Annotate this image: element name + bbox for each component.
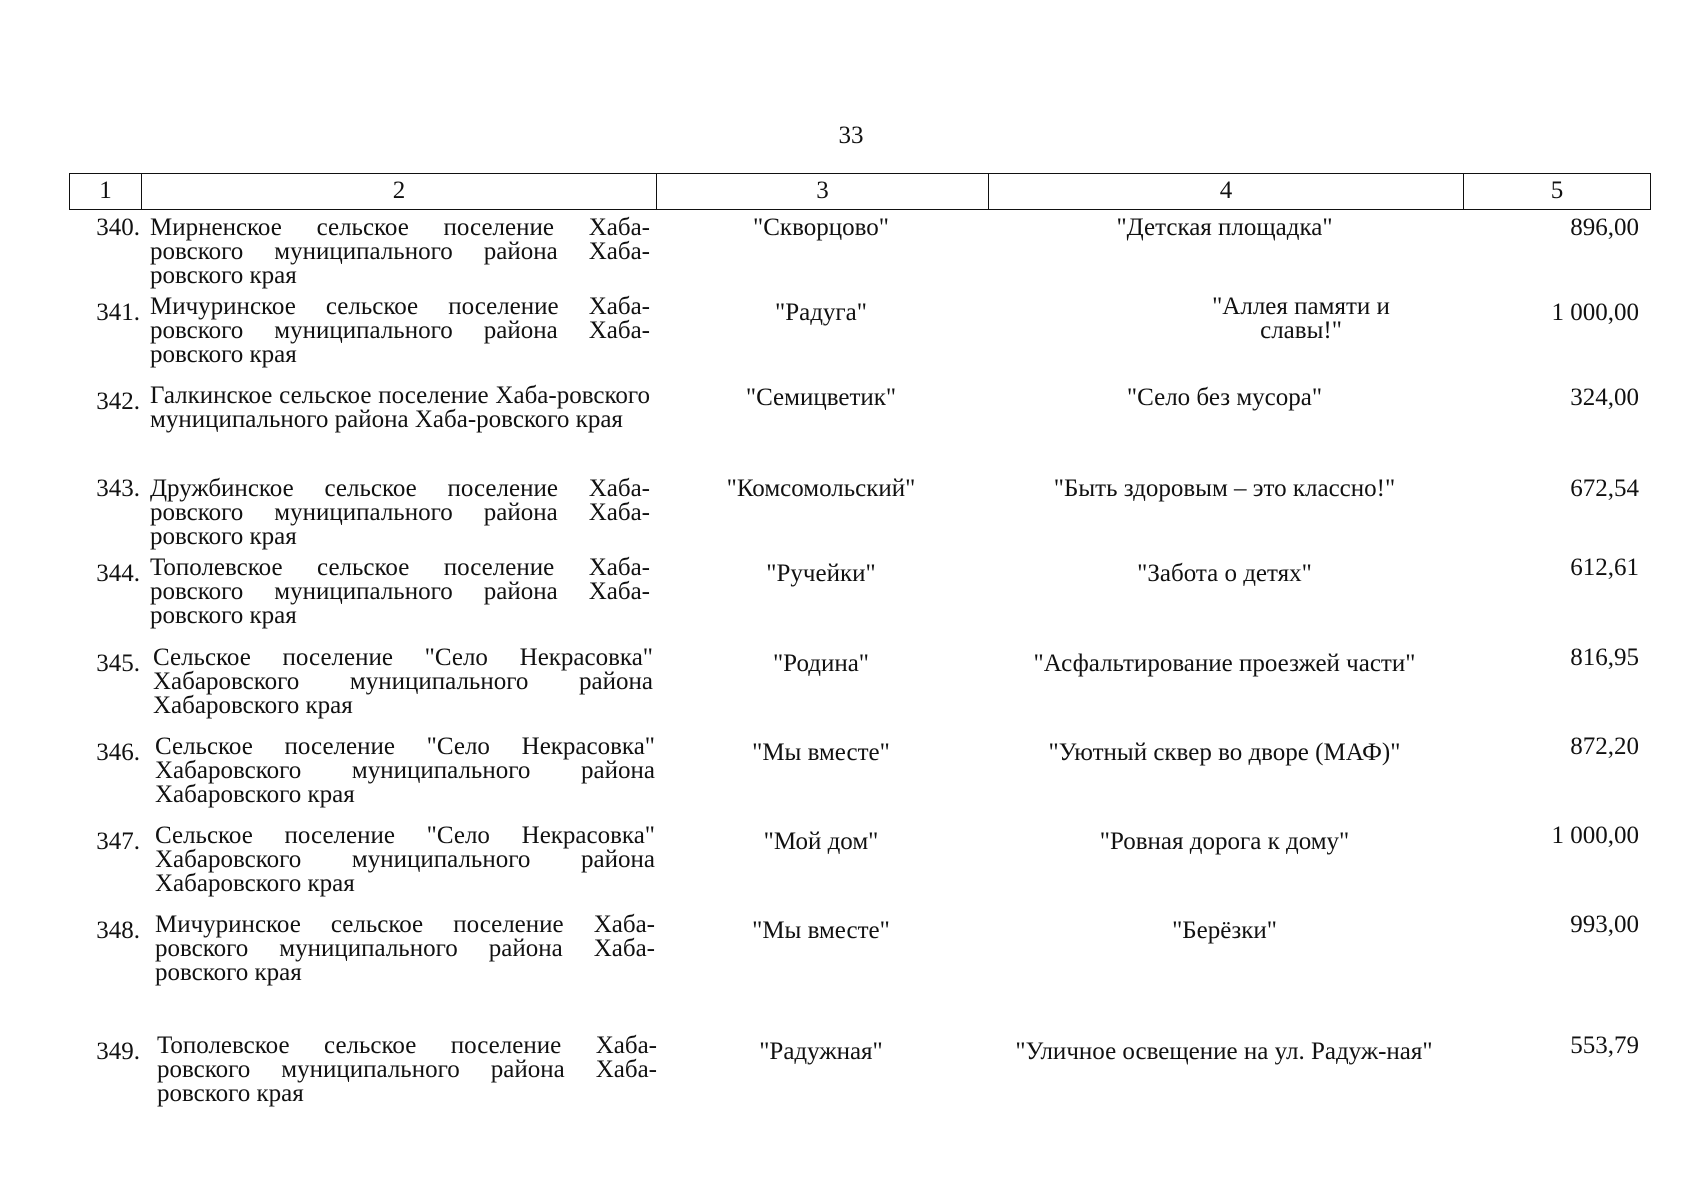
row-number: 347. (96, 828, 140, 855)
row-number: 340. (96, 214, 140, 241)
municipality-name: Тополевское сельское поселение Хаба-ровского муниципального района Хаба-ровского края (150, 554, 650, 629)
municipality-name: Мирненское сельское поселение Хаба-ровского муниципального района Хаба-ровского края (150, 214, 650, 289)
municipality-name: Тополевское сельское поселение Хаба-ровского муниципального района Хаба-ровского края (157, 1032, 657, 1107)
settlement-name: "Радужная" (759, 1038, 883, 1065)
row-number: 343. (96, 475, 140, 502)
project-name: "Уличное освещение на ул. Радуж-ная" (1015, 1038, 1433, 1065)
row-number: 342. (96, 388, 140, 415)
project-name: "Асфальтирование проезжей части" (1033, 650, 1416, 677)
municipality-name: Сельское поселение "Село Некрасовка" Хабаровского муниципального района Хабаровского края (155, 822, 655, 897)
row-number: 341. (96, 299, 140, 326)
amount: 896,00 (1570, 214, 1639, 241)
settlement-name: "Мой дом" (763, 828, 879, 855)
settlement-name: "Радуга" (775, 299, 867, 326)
row-number: 348. (96, 917, 140, 944)
amount: 816,95 (1570, 644, 1639, 671)
project-name: "Детская площадка" (1116, 214, 1333, 241)
row-number: 349. (96, 1038, 140, 1065)
column-header-1: 1 (99, 177, 112, 204)
amount: 672,54 (1570, 475, 1639, 502)
municipality-name: Сельское поселение "Село Некрасовка" Хабаровского муниципального района Хабаровского края (153, 644, 653, 719)
settlement-name: "Скворцово" (753, 214, 889, 241)
settlement-name: "Семицветик" (745, 384, 897, 411)
table-header (69, 173, 1651, 210)
amount: 1 000,00 (1551, 299, 1639, 326)
project-name: "Уютный сквер во дворе (МАФ)" (1048, 739, 1401, 766)
municipality-name: Галкинское сельское поселение Хаба-ровского муниципального района Хаба-ровского края (150, 382, 650, 433)
settlement-name: "Родина" (772, 650, 870, 677)
project-name: "Берёзки" (1172, 917, 1277, 944)
amount: 872,20 (1570, 733, 1639, 760)
settlement-name: "Ручейки" (766, 560, 876, 587)
amount: 553,79 (1570, 1032, 1639, 1059)
column-header-3: 3 (656, 174, 988, 209)
settlement-name: "Мы вместе" (752, 739, 890, 766)
column-header-5: 5 (1463, 174, 1650, 209)
amount: 324,00 (1570, 384, 1639, 411)
settlement-name: "Комсомольский" (726, 475, 916, 502)
column-header-4: 4 (988, 174, 1463, 209)
project-name: "Забота о детях" (1137, 560, 1312, 587)
settlement-name: "Мы вместе" (752, 917, 890, 944)
project-name: "Быть здоровым – это классно!" (1053, 475, 1396, 502)
amount: 993,00 (1570, 911, 1639, 938)
municipality-name: Мичуринское сельское поселение Хаба-ровского муниципального района Хаба-ровского края (150, 293, 650, 368)
municipality-name: Дружбинское сельское поселение Хаба-ровского муниципального района Хаба-ровского края (150, 475, 650, 550)
project-name: "Село без мусора" (1126, 384, 1323, 411)
row-number: 346. (96, 739, 140, 766)
row-number: 344. (96, 560, 140, 587)
municipality-name: Сельское поселение "Село Некрасовка" Хабаровского муниципального района Хабаровского края (155, 733, 655, 808)
page-number: 33 (838, 122, 864, 149)
row-number: 345. (96, 650, 140, 677)
project-name: "Аллея памяти и славы!" (1212, 293, 1390, 344)
amount: 612,61 (1570, 554, 1639, 581)
column-header-2: 2 (141, 174, 656, 209)
project-name: "Ровная дорога к дому" (1099, 828, 1350, 855)
amount: 1 000,00 (1551, 822, 1639, 849)
municipality-name: Мичуринское сельское поселение Хаба-ровского муниципального района Хаба-ровского края (155, 911, 655, 986)
